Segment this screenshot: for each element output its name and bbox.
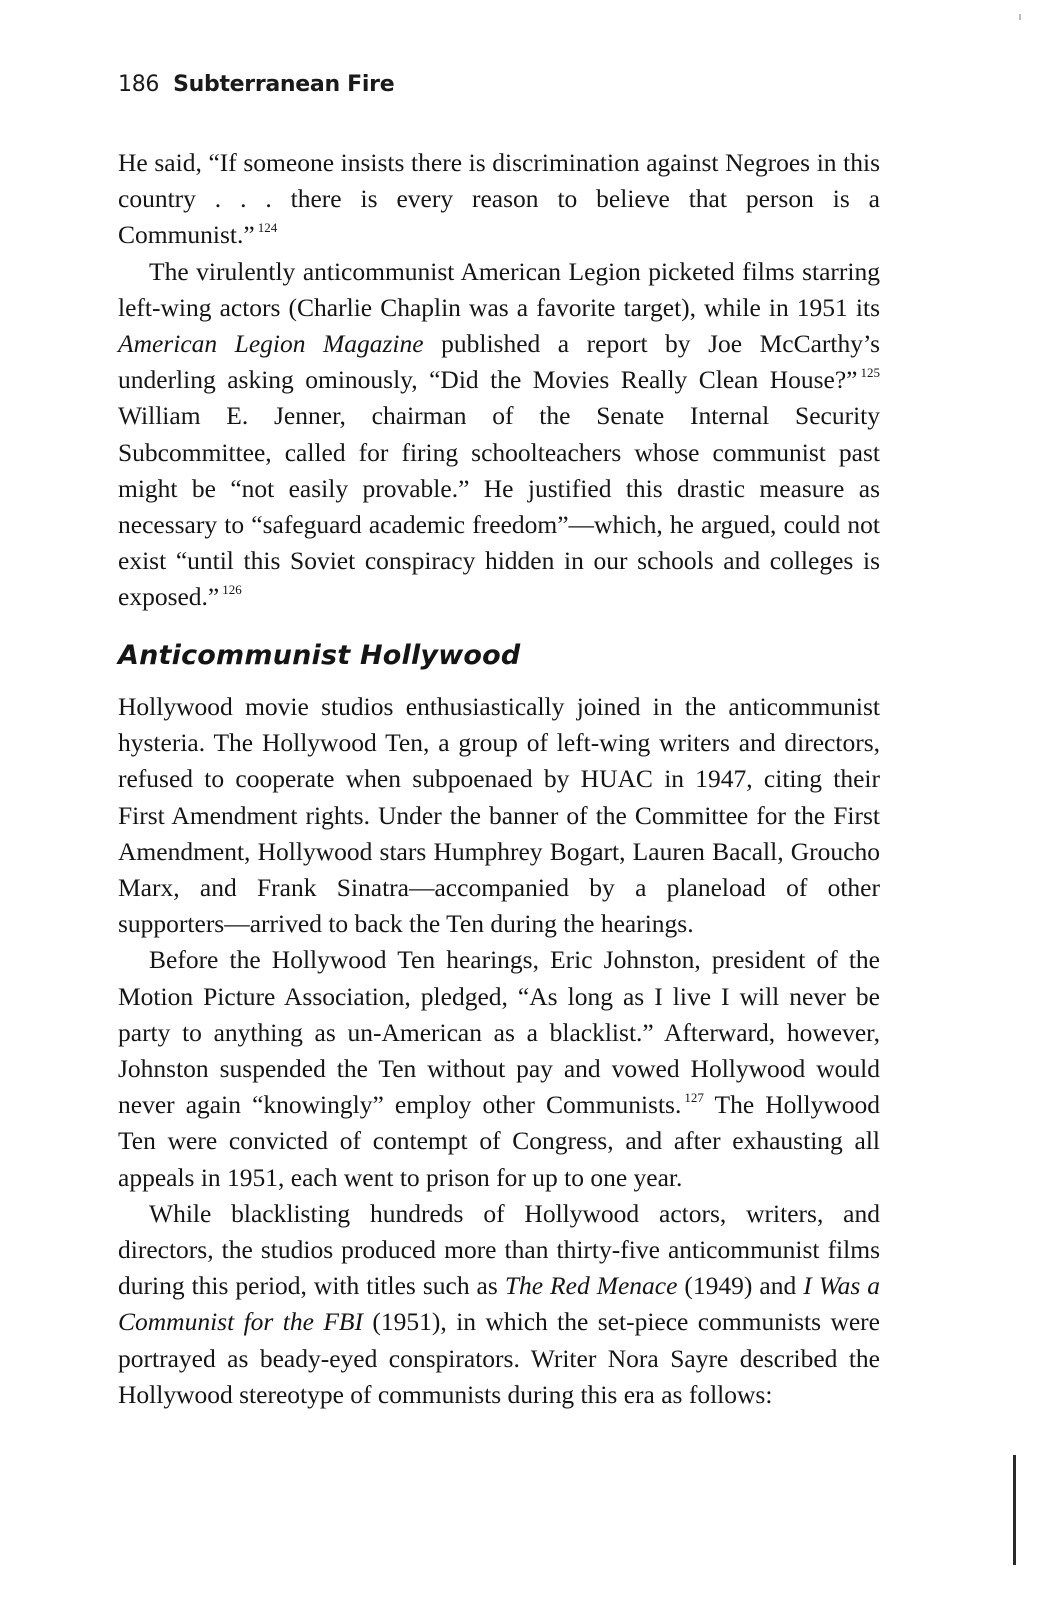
- paragraph-johnston: [118, 942, 880, 1195]
- paragraph-films: [118, 1196, 880, 1413]
- paragraph-text: (1949) and: [677, 1271, 804, 1301]
- film-title: The Red Menace: [504, 1271, 678, 1301]
- footnote-ref-127: 127: [684, 1090, 704, 1106]
- paragraph-text: While blacklisting hundreds of Hollywood actors, writers, and directors, the studios produced more than thirty-five anticommunist films during this period, with titles such as: [118, 1198, 880, 1301]
- scan-edge-dot: [1019, 14, 1021, 20]
- paragraph-text: Hollywood movie studios enthusiastically joined in the anticommunist hysteria. The Hollywood Ten, a group of left-wing writers and directors, refused to cooperate when subpoenaed by HUAC in 1947, citing their First Amendment rights. Under the banner of the Committee for the First Amendment, Hollywood stars Humphrey Bogart, Lauren Bacall, Groucho Marx, and Frank Sinatra—accompanied by a planeload of other supporters—arrived to back the Ten during the hearings.: [118, 692, 880, 939]
- body-text-section: [118, 689, 880, 1413]
- section-heading: Anticommunist Hollywood: [118, 640, 521, 671]
- magazine-title: American Legion Magazine: [118, 329, 424, 359]
- paragraph-quote: [118, 145, 880, 254]
- paragraph-text: William E. Jenner, chairman of the Senate Internal Security Subcommittee, called for firing schoolteachers whose communist past might be “not easily provable.” He justified this drastic measure as necessary to “safeguard academic freedom”—which, he argued, could not exist “until this Soviet conspiracy hidden in our schools and colleges is exposed.”: [118, 401, 880, 612]
- paragraph-hollywood-ten: [118, 689, 880, 942]
- paragraph-quote-text: He said, “If someone insists there is discrimination against Negroes in this country . . . there is every reason to believe that person is a Communist.”: [118, 148, 880, 250]
- paragraph-text: Before the Hollywood Ten hearings, Eric Johnston, president of the Motion Picture Association, pledged, “As long as I live I will never be party to anything as un-American as a blacklist.” Afterward, however, Johnston suspended the Ten without pay and vowed Hollywood would never again “knowingly” employ other Communists.: [118, 945, 880, 1120]
- paragraph-text: The Hollywood Ten were convicted of contempt of Congress, and after exhausting all appeals in 1951, each went to prison for up to one year.: [118, 1090, 881, 1192]
- footnote-ref-126: 126: [222, 582, 242, 598]
- footnote-ref-124: 124: [257, 220, 278, 236]
- page-number: 186: [118, 72, 160, 97]
- body-text-top: [118, 145, 880, 616]
- footnote-ref-125: 125: [860, 365, 880, 381]
- paragraph-text: The virulently anticommunist American Legion picketed films starring left-wing actors (Charlie Chaplin was a favorite target), while in 1951 its: [118, 256, 880, 322]
- paragraph-text: published a report by Joe McCarthy’s underling asking ominously, “Did the Movies Really Clean House?”: [118, 329, 880, 395]
- running-head: [118, 72, 394, 97]
- book-title: Subterranean Fire: [173, 72, 395, 97]
- film-title: I Was a Communist for the FBI: [118, 1271, 881, 1337]
- scan-edge-mark: [1013, 1455, 1016, 1565]
- paragraph-text: (1951), in which the set-piece communists were portrayed as beady-eyed conspirators. Writer Nora Sayre described the Hollywood stereotype of communists during this era as follows:: [118, 1307, 880, 1409]
- paragraph-american-legion: [118, 254, 880, 616]
